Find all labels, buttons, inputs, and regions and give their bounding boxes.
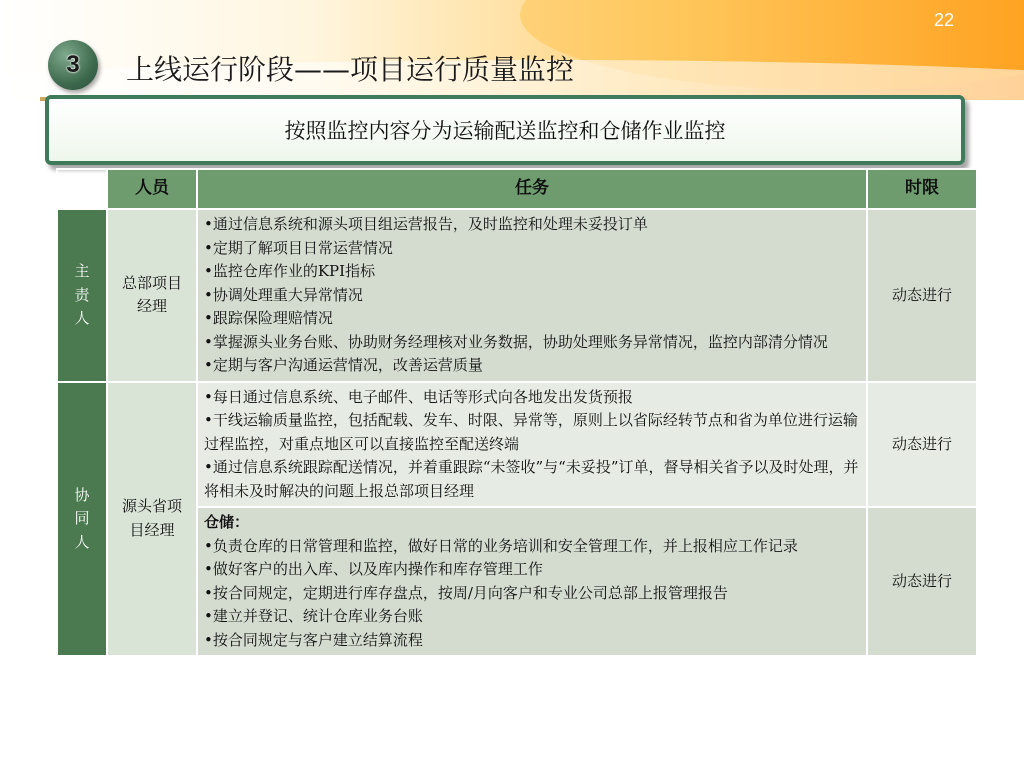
role-label: 主责人 (74, 262, 90, 327)
task-heading: 仓储： (204, 513, 250, 531)
task-item: •每日通过信息系统、电子邮件、电话等形式向各地发出发货预报 (204, 387, 633, 406)
task-item: •协调处理重大异常情况 (204, 285, 363, 304)
task-item: •掌握源头业务台账、协助财务经理核对业务数据，协助处理账务异常情况，监控内部清分情况 (204, 332, 828, 351)
task-cell (197, 382, 867, 508)
task-cell (197, 507, 867, 656)
task-item: •定期与客户沟通运营情况，改善运营质量 (204, 356, 483, 374)
page-number: 22 (933, 10, 954, 30)
task-item: •建立并登记、统计仓库业务台账 (204, 607, 423, 625)
role-cell (57, 382, 107, 657)
task-item: •做好客户的出入库、以及库内操作和库存管理工作 (204, 560, 543, 578)
task-item: •按合同规定，定期进行库存盘点，按周/月向客户和专业公司总部上报管理报告 (204, 583, 728, 602)
table-row (57, 209, 977, 382)
header-blank-cell (57, 169, 107, 209)
task-item: •通过信息系统和源头项目组运营报告，及时监控和处理未妥投订单 (204, 215, 648, 233)
time-cell: 动态进行 (867, 507, 977, 656)
task-item: •定期了解项目日常运营情况 (204, 238, 393, 257)
section-number-badge (48, 40, 98, 90)
role-label: 协同人 (74, 485, 90, 551)
table-header-row (57, 169, 977, 209)
slide-title: 上线运行阶段——项目运行质量监控 (126, 53, 575, 86)
time-cell: 动态进行 (867, 382, 977, 508)
person-cell: 源头省项目经理 (107, 382, 197, 657)
time-cell: 动态进行 (867, 209, 977, 382)
responsibility-table (56, 168, 978, 657)
person-cell: 总部项目经理 (107, 209, 197, 382)
section-number: 3 (66, 51, 80, 78)
task-item: •跟踪保险理赔情况 (204, 309, 333, 327)
task-item: •通过信息系统跟踪配送情况，并着重跟踪“未签收”与“未妥投”订单，督导相关省予以及时处理，并将相未及时解决的问题上报总部项目经理 (204, 458, 859, 500)
task-item: •负责仓库的日常管理和监控，做好日常的业务培训和安全管理工作，并上报相应工作记录 (204, 536, 798, 555)
task-item: •按合同规定与客户建立结算流程 (204, 630, 423, 649)
task-item: •监控仓库作业的KPI指标 (204, 262, 376, 280)
table-row (57, 382, 977, 508)
task-item: •干线运输质量监控，包括配载、发车、时限、异常等，原则上以省际经转节点和省为单位进行运输过程监控，对重点地区可以直接监控至配送终端 (204, 411, 858, 453)
task-cell (197, 209, 867, 382)
subtitle-box: 按照监控内容分为运输配送监控和仓储作业监控 (45, 95, 965, 165)
header-time: 时限 (867, 169, 977, 209)
header-task: 任务 (197, 169, 867, 209)
role-cell (57, 209, 107, 382)
header-person: 人员 (107, 169, 197, 209)
